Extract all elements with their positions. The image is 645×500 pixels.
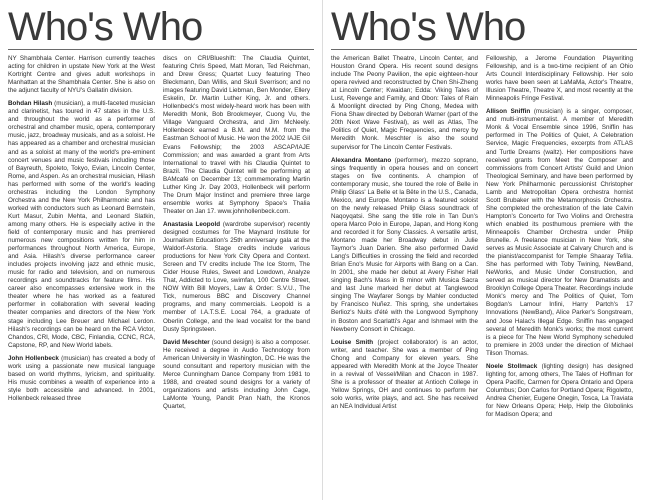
bio-hollenbeck-cont <box>163 55 310 216</box>
bio-text: is also a composer. He received a degree in Audio Technology from American University in Washington, DC. He was the sound consultant and repertory musician with the Merce Cunningham Dance Company from 1981 to 1988, and created sound designs for a variety of organizations and artists including John Cage, LaMonte Young, Pandit Pran Nath, the Kronos Quartet, <box>163 338 311 410</box>
title-rule <box>331 49 637 50</box>
bio-role: (wardrobe supervisor) <box>220 220 286 228</box>
right-page <box>331 0 637 500</box>
title-rule <box>8 49 314 50</box>
column-1 <box>331 55 478 424</box>
bio-text: Fellowship, a Jerome Foundation Playwriting Fellowship, and is a two-time recipient of an Ohio Arts Council Interdisciplinary Fellowship. Her solo works have been seen at LaMaMa, Actor's Theatre, Illusion Theatre, Theatre X, and most recently at the Minneapolis Fringe Festival. <box>486 55 633 103</box>
bio-text: recently designed costumes for The Maynard Institute for Journalism Education's 25th anniversary gala at the Waldorf-Astoria. Stage credits include various productions for New York City Opera and Context. Screen and TV credits include The Ice Storm, The Cider House Rules, Sweet and Lowdown, Analyze That, Addicted to Love, swimfan, 100 Centre Street, NOW With Bill Moyers, Law & Order: S.V.U., The Tick, numerous BBC and Discovery Channel programs, and many commercials. Leopold is a member of I.A.T.S.E. Local 764, a graduate of Oberlin College, and the lead vocalist for the band Dusty Springsteen. <box>163 220 311 333</box>
bio-smith <box>331 339 478 411</box>
column-1 <box>8 55 155 416</box>
bio-leopold <box>163 221 310 334</box>
left-page <box>8 0 314 500</box>
bio-text: discs on CRI/Blueshift: The Claudia Quintet, featuring Chris Speed, Matt Moran, Ted Reichman, and Drew Gress; Quartet Lucy featuring Theo Bleckmann, Dan Willis, and Skuli Sverrison; and no images featuring David Liebman, Ben Monder, Ellery Eskelin, Dr. Martin Luther King, Jr. and others. Hollenbeck's most widely-heard work has been with Meredith Monk, Bob Brookmeyer, Cuong Vu, the Village Vanguard Orchestra, and Jim McNeely. Hollenbeck earned a B.M. and M.M. from the Eastman School of Music. He won the 2002 IAJE Gil Evans Fellowship; the 2003 ASCAP/IAJE Commission; and was awarded a grant from Arts International to travel with his Claudia Quintet to Brazil. The Claudia Quintet will be performing at BAMcafé on December 13; commemorating Martin Luther King Jr. Day 2003, Hollenbeck will perform The Drum Major Instinct and premiere three large ensemble works at Symphony Space's Thalia Theater on Jan 17. www.johnhollenbeck.com. <box>163 55 311 215</box>
bio-text: is a singer, composer, and multi-instrumentalist. A member of Meredith Monk & Vocal Ensemble since 1996, Sniffin has performed in The Politics of Quiet, A Celebration Service, Magic Frequencies, excerpts from ATLAS and Turtle Dreams (waltz). Her compositions have received grants from Meet the Composer and commissions from Concert Artists' Guild and Union Theological Seminary, and have been performed by New York Philharmonic percussionist Christopher Lamb and Metropolitan Opera orchestra hornist Scott Brubaker with the Metamorphosis Orchestra. She completed the orchestration of the late Calvin Hampton's Concerto for Two Violins and Orchestra which enabled its posthumous premiere with the Minneapolis Chamber Orchestra under Philip Brunelle. A freelance musician in New York, she serves as Music Associate at Calvary Church and is the pianist/accompanist for Temple Shaaray Tefila. She has performed with Toby Twining, NewBand, NeWorks, and Music Under Construction, and served as musical director for New Dramatists and Brooklyn College Opera Theater. Recordings include Monk's mercy and The Politics of Quiet, Tom Bogdan's Lamour Infini, Harry Partch's 17 Innovations (NewBand), Alice Parker's Songstream, and Jose Halac's Illegal Edge. Sniffin has engaged several of Meredith Monk's works; the most current is a piece for The New World Symphony scheduled to premiere in 2003 under the direction of Michael Tilson Thomas. <box>486 108 634 357</box>
bio-text: has designed lighting for, among others, The Tales of Hoffman for Opera Pacific, Carmen for Opera Ontario and Opera Columbus; Don Carlos for Portland Opera; Rigoletto, Andrea Chenier, Eugene Onegin, Tosca, La Traviata for New Orleans Opera; Help, Help the Globolinks for Madison Opera; and <box>486 362 633 419</box>
bio-sniffin <box>486 108 633 357</box>
book-gutter <box>322 0 323 500</box>
bio-name: David Meschter <box>163 338 210 346</box>
bio-intro <box>8 55 155 95</box>
columns <box>8 55 314 416</box>
bio-role: (project collaborator) <box>373 338 438 346</box>
bio-stollmack <box>486 363 633 419</box>
page-title: Who's Who <box>331 5 526 49</box>
bio-text: mezzo soprano, sings frequently in opera houses and on concert stages on five continents. A champion of contemporary music, she toured the role of Belle in Philip Glass' La Belle et la Bête in the U.S., Canada, Mexico, and Europe. Montano is a featured soloist on the newly released Philip Glass soundtrack of Naqoyqatsi. She sang the title role in Tan Dun's opera Marco Polo in Europe, Japan, and Hong Kong and recorded it for Sony Classics. A versatile artist, Montano made her Broadway debut in Julie Taymor's Juan Darien. She also performed David Lang's Difficulties in crossing the field and recorded Brian Eno's Music for Airports with Bang on a Can. In 2001, she made her debut at Avery Fisher Hall singing Bach's Mass in B minor with Musica Sacra and last June marked her debut at Tanglewood singing The Wayfarer Songs by Mahler conducted by Francisco Nuñez. This spring, she undertakes Berlioz's Nuits d'été with the Longwood Symphony in Boston and Scarlatti's Agar and Ishmael with the Newberry Consort in Chicago. <box>331 156 478 333</box>
bio-meschter <box>163 339 310 411</box>
bio-name: Alexandra Montano <box>331 156 392 164</box>
column-2 <box>163 55 310 416</box>
bio-role: (musician) <box>530 108 563 116</box>
bio-meschter-cont <box>331 55 478 152</box>
bio-role: (musician) <box>58 354 91 362</box>
bio-hollenbeck <box>8 355 155 403</box>
bio-role: (lighting design) <box>537 362 589 370</box>
bio-role: (musician), <box>52 100 85 108</box>
bio-text: the American Ballet Theatre, Lincoln Center, and Houston Grand Opera. His recent sound designs include The Peony Pavilion, the epic eighteen-hour opera revived and reconstructed by Chen Shi-Zheng at Lincoln Center; Kwaidan; Edda: Viking Tales of Lust, Revenge and Family, and Obon: Tales of Rain & Moonlight directed by Ping Chong, Medea with Fiona Shaw directed by Deborah Warner (part of the 20th Next Wave Festival), as well as Atlas, The Politics of Quiet, Magic Frequencies, and mercy by Meredith Monk. Meschter is also the sound supervisor for The Lincoln Center Festivals. <box>331 55 478 151</box>
bio-text: NY Shambhala Center. Harrison currently teaches acting for children in upstate New York at the West Kortright Centre and gives adult workshops in Manhattan at the Shambhala Center. She is also on the adjunct faculty of NYU's Gallatin division. <box>8 55 155 95</box>
bio-name: Bohdan Hilash <box>8 100 53 108</box>
bio-text: has created a body of work using a passionate new musical language based on world rhythms, lyricism, and spirituality. His music combines a wealth of experience into a style both accessible and advanced. In 2001, Hollenbeck released three <box>8 354 155 402</box>
bio-role: (sound design) <box>209 338 254 346</box>
bio-name: Noele Stollmack <box>486 362 538 370</box>
bio-name: Louise Smith <box>331 338 374 346</box>
column-2 <box>486 55 633 424</box>
bio-name: John Hollenbeck <box>8 354 59 362</box>
bio-hilash <box>8 100 155 349</box>
bio-role: (performer), <box>391 156 428 164</box>
page-title: Who's Who <box>8 5 203 49</box>
bio-montano <box>331 157 478 334</box>
bio-name: Allison Sniffin <box>486 108 531 116</box>
bio-text: a multi-faceted musician and clarinetist, has toured in 47 states in the U.S. and throughout the world as a performer of orchestral and chamber music, opera, contemporary music, jazz, broadway musicals, and as a soloist. He has appeared as a chamber and orchestral musician and as a soloist at many of the world's pre-eminent concert venues and music festivals including those of Bayreuth, Spoleto, Tokyo, Evian, Lincoln Center, Rome, and Aspen. As an orchestral musician, Hilash has performed with some of the world's leading orchestras including the London Symphony Orchestra and the New York Philharmonic and has worked with conductors such as Leonard Bernstein, Kurt Masur, Zubin Mehta, and Leonard Slatkin, among many others. He is especially active in the field of contemporary music and has premiered numerous new compositions written for him in performances throughout North America, Europe, and Asia. Hilash's diverse performance career includes projects involving jazz and ethnic music, music for radio and television, and on numerous recordings and soundtracks for feature films. His career also encompasses extensive work in the theater where he has worked as a featured performer in collaboration with several leading theater companies and directors of the New York stage including Lee Breuer and Michael Lerdon. Hilash's recordings can be heard on the RCA Victor, Chandos, CRI, Mode, CBC, Finlandia, CCNC, RCA, Capstone, RP, and New World labels. <box>8 100 155 349</box>
bio-smith-cont <box>486 55 633 103</box>
bio-name: Anastasia Leopold <box>163 220 221 228</box>
bio-text: is an actor, writer, and teacher. She was a member of Ping Chong and Company for eleven years. She appeared with Meredith Monk at the Joyce Theater in a revival of Vessel/Milan and Chacon in 1987. She is a professor of theater at Antioch College in Yellow Springs, OH and continues to perform her solo works, write plays, and act. She has received an NEA Individual Artist <box>331 338 478 410</box>
columns <box>331 55 637 424</box>
